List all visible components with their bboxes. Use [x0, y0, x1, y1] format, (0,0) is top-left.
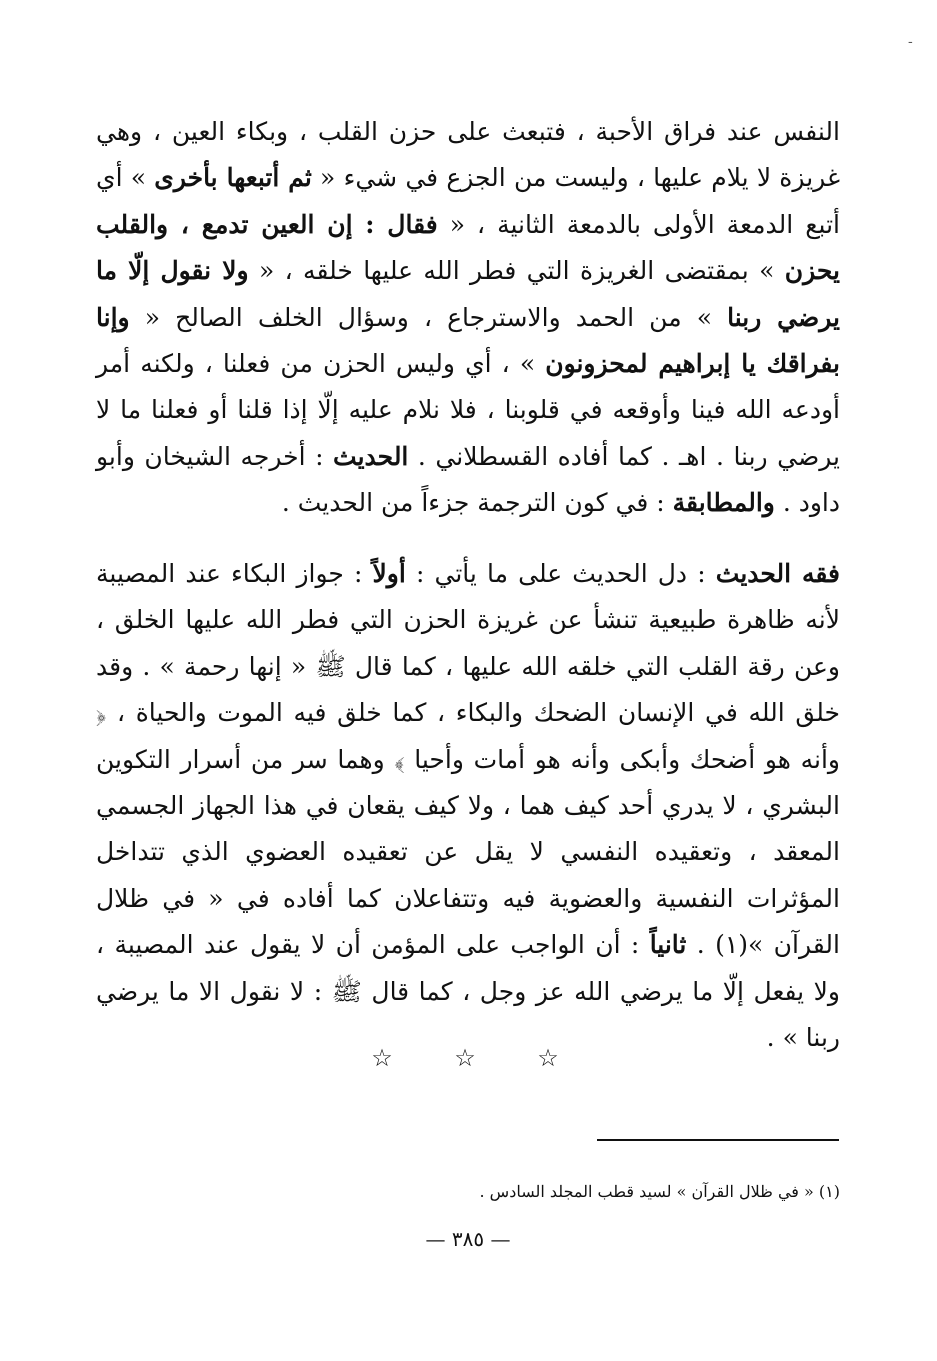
bold-hadith-quote: ثم أتبعها بأخرى [154, 163, 312, 193]
bold-heading-fiqh: فقه الحديث [715, 559, 840, 588]
star-icon: ☆ [537, 1044, 559, 1072]
text-segment: : دل الحديث على ما يأتي : [405, 559, 716, 588]
bold-heading-first: أولاً [372, 559, 406, 588]
section-separator [370, 1044, 560, 1072]
text-segment: » أي أتبع الدمعة الأولى بالدمعة الثانية ، « [96, 163, 840, 239]
text-segment: : أخرجه الشيخان وأبو داود . [96, 441, 840, 518]
bold-heading-hadith: الحديث [333, 441, 409, 471]
paragraph-1 [96, 109, 840, 527]
footnote-divider [597, 1139, 839, 1141]
text-segment: » بمقتضى الغريزة التي فطر الله عليها خلقه ، « [248, 256, 785, 286]
scan-mark: - [908, 34, 913, 50]
footnote: (١) « في ظلال القرآن » لسيد قطب المجلد السادس . [479, 1182, 840, 1201]
bold-heading-second: ثانياً [649, 930, 687, 960]
star-icon: ☆ [454, 1044, 476, 1072]
text-segment: : في كون الترجمة جزءاً من الحديث . [281, 488, 673, 518]
bold-hadith-quote: وإنا بفراقك يا إبراهيم لمحزونون [96, 302, 840, 379]
text-segment: » ، أي وليس الحزن من فعلنا ، ولكنه أمر أودعه الله فينا وأوقعه في قلوبنا ، فلا نلام عليه إلّا إذا قلنا أو فعلنا ما لا يرضي ربنا . اهـ . كما أفاده القسطلاني . [96, 349, 840, 471]
text-segment: » من الحمد والاسترجاع ، وسؤال الخلف الصالح « [129, 302, 728, 332]
bold-hadith-quote: ولا نقول إلّا ما يرضي ربنا [96, 256, 840, 332]
star-icon: ☆ [371, 1044, 393, 1072]
page-number: — ٣٨٥ — [425, 1227, 511, 1251]
text-segment: : أن الواجب على المؤمن أن لا يقول عند المصيبة ، ولا يفعل إلّا ما يرضي الله عز وجل ، كما قال ﷺ : لا نقول الا ما يرضي ربنا » . [96, 930, 840, 1053]
paragraph-2 [96, 551, 840, 1061]
text-segment: : جواز البكاء عند المصيبة لأنه ظاهرة طبيعية تنشأ عن غريزة الحزن التي فطر الله عليها الخلق ، وعن رقة القلب التي خلقه الله عليها ، كما قال ﷺ « إنها رحمة » . وقد خلق الله في الإنسان الضحك والبكاء ، كما خلق فيه الموت والحياة ، ﴿ وأنه هو أضحك وأبكى وأنه هو أمات وأحيا ﴾ وهما سر من أسرار التكوين البشري ، لا يدري أحد كيف هما ، ولا كيف يقعان في هذا الجهاز الجسمي المعقد ، وتعقيده النفسي لا يقل عن تعقيده العضوي الذي تتداخل المؤثرات النفسية والعضوية فيه وتتفاعلان كما أفاده في « في ظلال القرآن »(١) . [96, 559, 840, 960]
text-segment: النفس عند فراق الأحبة ، فتبعث على حزن القلب ، وبكاء العين ، وهي غريزة لا يلام عليها ، وليست من الجزع في شيء « [96, 117, 841, 193]
bold-hadith-quote: فقال : إن العين تدمع ، والقلب يحزن [96, 209, 840, 286]
bold-heading-correspondence: والمطابقة [672, 488, 775, 518]
